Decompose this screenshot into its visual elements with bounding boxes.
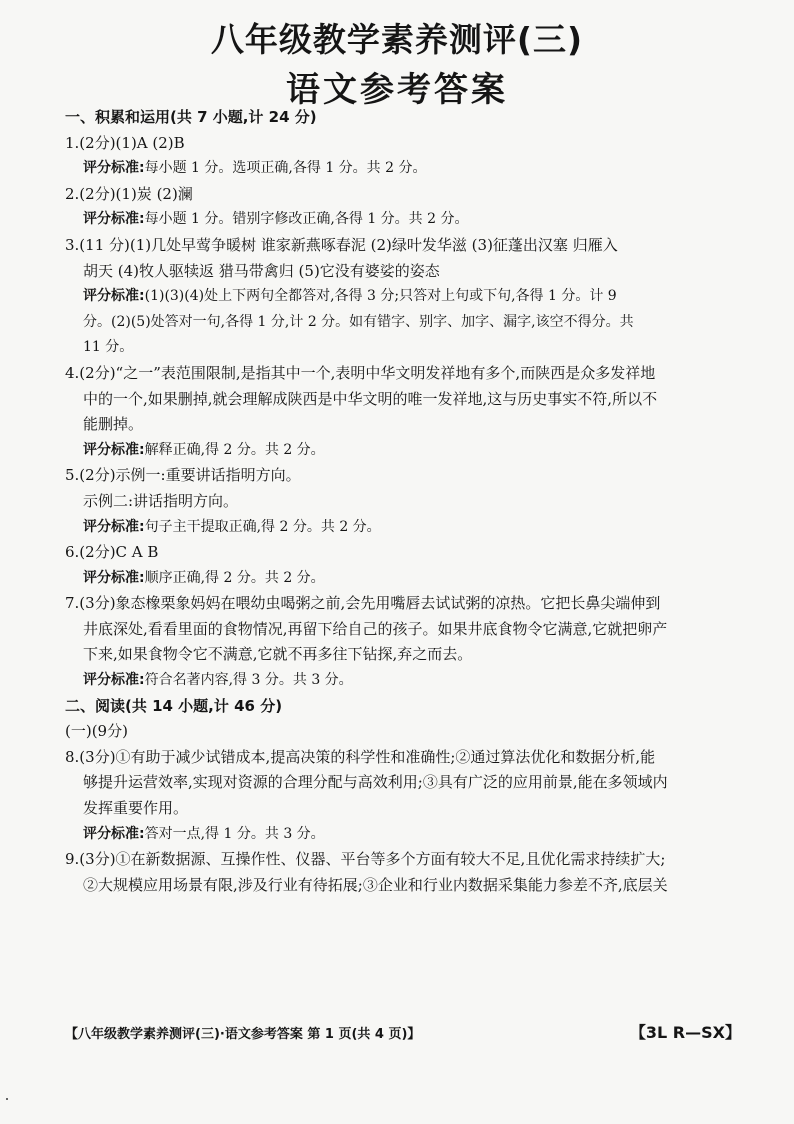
- scoring-criteria-line: [65, 156, 741, 182]
- answer-line: [65, 540, 741, 566]
- line-text: 示例二:讲话指明方向。: [83, 491, 239, 510]
- scoring-criteria-line: [65, 822, 741, 848]
- line-text: 11 分。: [83, 339, 134, 356]
- line-text: 8.(3分)①有助于减少试错成本,提高决策的科学性和准确性;②通过算法优化和数据分析,能: [65, 747, 656, 766]
- line-text: 二、阅读(共 14 小题,计 46 分): [65, 696, 283, 715]
- answer-line: [65, 310, 741, 336]
- line-text: 9.(3分)①在新数据源、互操作性、仪器、平台等多个方面有较大不足,且优化需求持续扩大;: [65, 850, 666, 869]
- line-text: 句子主干提取正确,得 2 分。共 2 分。: [144, 518, 381, 535]
- footer-page-info: 【八年级教学素养测评(三)·语文参考答案 第 1 页(共 4 页)】: [65, 1027, 421, 1042]
- line-text: 胡天 (4)牧人驱犊返 猎马带禽归 (5)它没有婆娑的姿态: [83, 261, 440, 280]
- answer-line: [65, 847, 741, 873]
- footer-code: 【3L R—SX】: [629, 1023, 741, 1042]
- section-heading: [65, 694, 741, 720]
- scoring-criteria-line: [65, 566, 741, 592]
- answer-line: [65, 617, 741, 643]
- line-text: 答对一点,得 1 分。共 3 分。: [144, 825, 325, 842]
- scoring-label: 评分标准:: [83, 672, 145, 689]
- line-text: 5.(2分)示例一:重要讲话指明方向。: [65, 466, 301, 485]
- scoring-criteria-line: [65, 284, 741, 310]
- line-text: 解释正确,得 2 分。共 2 分。: [144, 441, 325, 458]
- scoring-criteria-line: [65, 438, 741, 464]
- answer-line: [65, 770, 741, 796]
- line-text: 下来,如果食物令它不满意,它就不再多往下钻探,弃之而去。: [83, 645, 473, 664]
- scoring-label: 评分标准:: [83, 160, 145, 177]
- answer-line: [65, 387, 741, 413]
- answer-line: [65, 873, 741, 899]
- line-text: ②大规模应用场景有限,涉及行业有待拓展;③企业和行业内数据采集能力参差不齐,底层关: [83, 875, 668, 894]
- answer-key-title: 语文参考答案: [286, 70, 508, 110]
- answer-line: [65, 412, 741, 438]
- scoring-label: 评分标准:: [83, 569, 145, 586]
- answer-line: [65, 182, 741, 208]
- answer-content: [65, 105, 741, 898]
- line-text: 能删掉。: [83, 415, 144, 434]
- answer-line: [65, 591, 741, 617]
- answer-line: [65, 131, 741, 157]
- answer-line: [65, 463, 741, 489]
- line-text: 发挥重要作用。: [83, 799, 189, 818]
- scoring-label: 评分标准:: [83, 288, 145, 305]
- line-text: 7.(3分)象态橡栗象妈妈在喂幼虫喝粥之前,会先用嘴唇去试试粥的凉热。它把长鼻尖端伸到: [65, 594, 661, 613]
- line-text: 2.(2分)(1)炭 (2)澜: [65, 184, 193, 203]
- answer-line: [65, 335, 741, 361]
- line-text: (一)(9分): [65, 722, 128, 741]
- scoring-criteria-line: [65, 668, 741, 694]
- line-text: 6.(2分)C A B: [65, 543, 159, 562]
- page-footer: [65, 1020, 741, 1044]
- answer-line: [65, 361, 741, 387]
- line-text: 1.(2分)(1)A (2)B: [65, 133, 185, 152]
- answer-line: [65, 642, 741, 668]
- line-text: 顺序正确,得 2 分。共 2 分。: [144, 569, 325, 586]
- scoring-label: 评分标准:: [83, 825, 145, 842]
- scoring-criteria-line: [65, 207, 741, 233]
- scoring-criteria-line: [65, 515, 741, 541]
- answer-line: [65, 259, 741, 285]
- exam-title: 八年级教学素养测评(三): [210, 20, 584, 59]
- line-text: 中的一个,如果删掉,就会理解成陕西是中华文明的唯一发祥地,这与历史事实不符,所以不: [83, 389, 658, 408]
- section-heading: [65, 105, 741, 131]
- answer-line: [65, 745, 741, 771]
- line-text: (1)(3)(4)处上下两句全都答对,各得 3 分;只答对上句或下句,各得 1 分。计 9: [144, 288, 617, 305]
- line-text: 一、积累和运用(共 7 小题,计 24 分): [65, 108, 317, 126]
- answer-line: [65, 719, 741, 745]
- scoring-label: 评分标准:: [83, 211, 145, 228]
- line-text: 分。(2)(5)处答对一句,各得 1 分,计 2 分。如有错字、别字、加字、漏字,该空不得分。共: [83, 313, 634, 330]
- scoring-label: 评分标准:: [83, 441, 145, 458]
- line-text: 每小题 1 分。错别字修改正确,各得 1 分。共 2 分。: [144, 211, 469, 228]
- line-text: 每小题 1 分。选项正确,各得 1 分。共 2 分。: [144, 160, 427, 177]
- line-text: 符合名著内容,得 3 分。共 3 分。: [144, 672, 353, 689]
- scan-speck: [6, 1098, 8, 1100]
- line-text: 井底深处,看看里面的食物情况,再留下给自己的孩子。如果井底食物令它满意,它就把卵产: [83, 619, 668, 638]
- answer-line: [65, 489, 741, 515]
- line-text: 3.(11 分)(1)几处早莺争暖树 谁家新燕啄春泥 (2)绿叶发华滋 (3)征蓬出汉塞 归雁入: [65, 235, 618, 254]
- scoring-label: 评分标准:: [83, 518, 145, 535]
- answer-line: [65, 796, 741, 822]
- answer-line: [65, 233, 741, 259]
- line-text: 够提升运营效率,实现对资源的合理分配与高效利用;③具有广泛的应用前景,能在多领域内: [83, 773, 668, 792]
- line-text: 4.(2分)“之一”表范围限制,是指其中一个,表明中华文明发祥地有多个,而陕西是众多发祥地: [65, 363, 656, 382]
